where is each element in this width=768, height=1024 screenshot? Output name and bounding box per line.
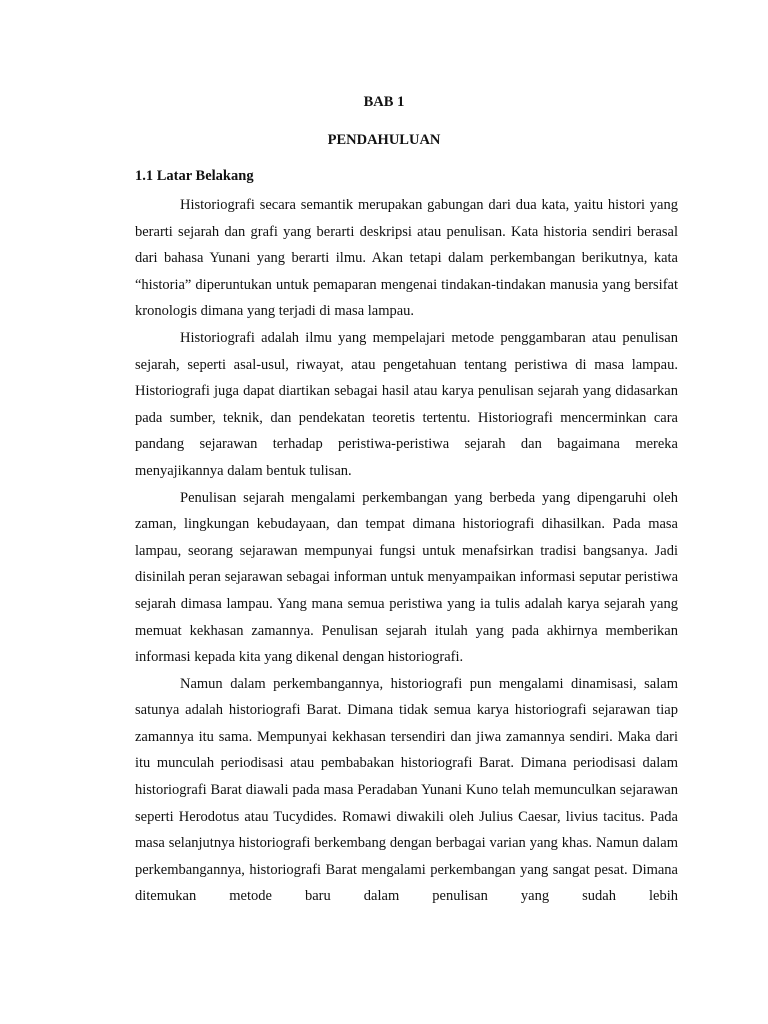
body-text: [135, 192, 678, 910]
paragraph-4: Namun dalam perkembangannya, historiografi pun mengalami dinamisasi, salam satunya adalah historiografi Barat. Dimana tidak semua karya historiografi sejarawan tiap zamannya itu sama. Mempunyai kekhasan tersendiri dan jiwa zamannya sendiri. Maka dari itu munculah periodisasi atau pembabakan historiografi Barat. Dimana periodisasi dalam historiografi Barat diawali pada masa Peradaban Yunani Kuno telah memunculkan sejarawan seperti Herodotus atau Tucydides. Romawi diwakili oleh Julius Caesar, livius tacitus. Pada masa selanjutnya historiografi berkembang dengan berbagai varian yang khas. Namun dalam perkembangannya, historiografi Barat mengalami perkembangan yang sangat pesat. Dimana ditemukan metode baru dalam penulisan yang sudah lebih: [135, 675, 678, 905]
section-heading: 1.1 Latar Belakang: [135, 168, 254, 184]
paragraph-2: Historiografi adalah ilmu yang mempelajari metode penggambaran atau penulisan sejarah, seperti asal-usul, riwayat, atau pengetahuan tentang peristiwa di masa lampau. Historiografi juga dapat diartikan sebagai hasil atau karya penulisan sejarah yang didasarkan pada sumber, teknik, dan pendekatan teoretis tertentu. Historiografi mencerminkan cara pandang sejarawan terhadap peristiwa-peristiwa sejarah dan bagaimana mereka menyajikannya dalam bentuk tulisan.: [135, 329, 678, 479]
chapter-number: BAB 1: [363, 94, 405, 110]
chapter-title: PENDAHULUAN: [327, 132, 441, 148]
paragraph-1: Historiografi secara semantik merupakan gabungan dari dua kata, yaitu histori yang berarti sejarah dan grafi yang berarti deskripsi atau penulisan. Kata historia sendiri berasal dari bahasa Yunani yang berarti ilmu. Akan tetapi dalam perkembangan berikutnya, kata “historia” diperuntukan untuk pemaparan mengenai tindakan-tindakan manusia yang bersifat kronologis dimana yang terjadi di masa lampau.: [135, 197, 678, 320]
paragraph-3: Penulisan sejarah mengalami perkembangan yang berbeda yang dipengaruhi oleh zaman, lingkungan kebudayaan, dan tempat dimana historiografi dihasilkan. Pada masa lampau, seorang sejarawan mempunyai fungsi untuk menafsirkan tradisi bangsanya. Jadi disinilah peran sejarawan sebagai informan untuk menyampaikan informasi seputar peristiwa sejarah dimasa lampau. Yang mana semua peristiwa yang ia tulis adalah karya sejarah yang memuat kekhasan zamannya. Penulisan sejarah itulah yang pada akhirnya memberikan informasi kepada kita yang dikenal dengan historiografi.: [135, 489, 678, 666]
